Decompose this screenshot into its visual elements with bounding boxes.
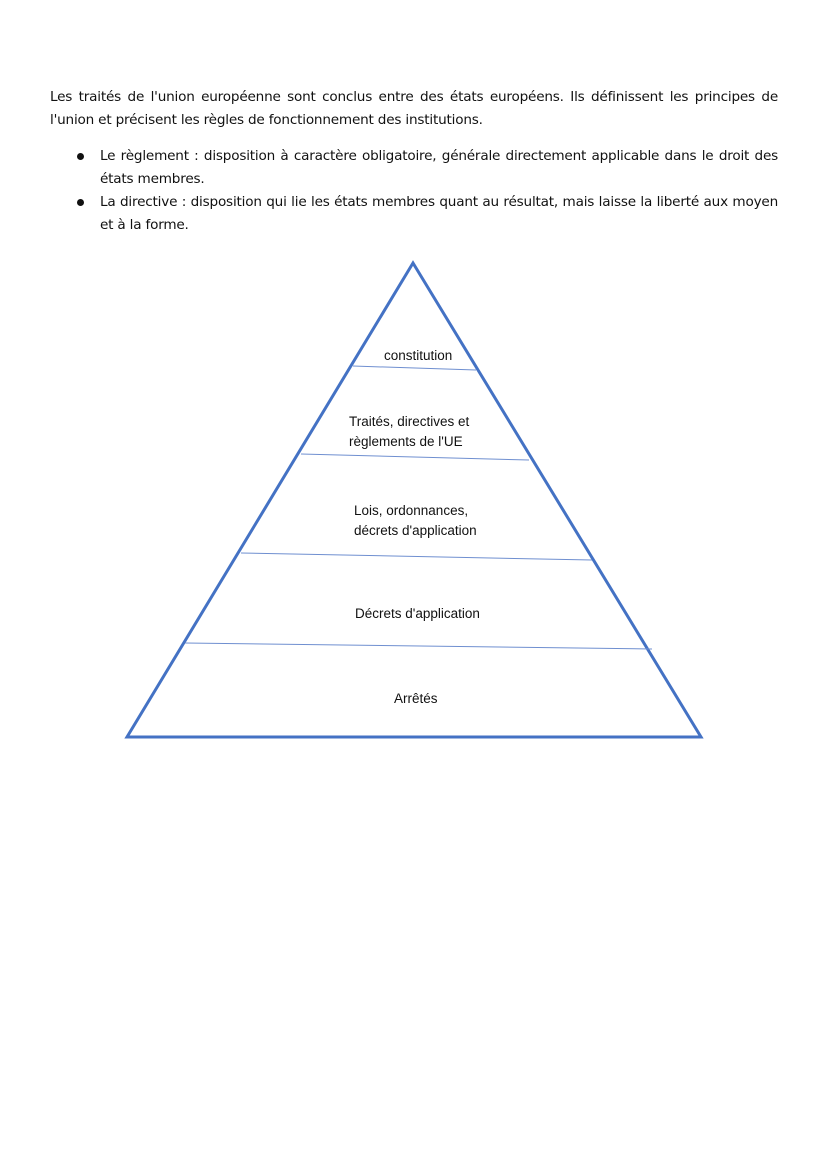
reglement-definition: Le règlement : disposition à caractère obligatoire, générale directement applicable dans le droit des états membres. xyxy=(100,148,778,187)
pyramid-outline xyxy=(127,263,701,737)
intro-paragraph: Les traités de l'union européenne sont conclus entre des états européens. Ils définissent les principes de l'union et précisent les règles de fonctionnement des institutions. xyxy=(50,89,778,128)
level-constitution-label: constitution xyxy=(384,348,453,363)
level-decrees-label: Décrets d'application xyxy=(355,606,480,621)
level-laws-label-line1: Lois, ordonnances, xyxy=(354,503,469,518)
pyramid-divider xyxy=(185,643,652,649)
level-eu-law-label-line2: règlements de l'UE xyxy=(349,434,463,449)
pyramid-divider xyxy=(241,553,592,560)
pyramid-divider xyxy=(353,366,476,370)
level-arretes-label: Arrêtés xyxy=(394,691,438,706)
directive-definition: La directive : disposition qui lie les états membres quant au résultat, mais laisse la liberté aux moyen et à la forme. xyxy=(100,194,778,233)
level-eu-law-label-line1: Traités, directives et xyxy=(349,414,470,429)
pyramid-divider xyxy=(301,454,529,460)
level-laws-label-line2: décrets d'application xyxy=(354,523,477,538)
